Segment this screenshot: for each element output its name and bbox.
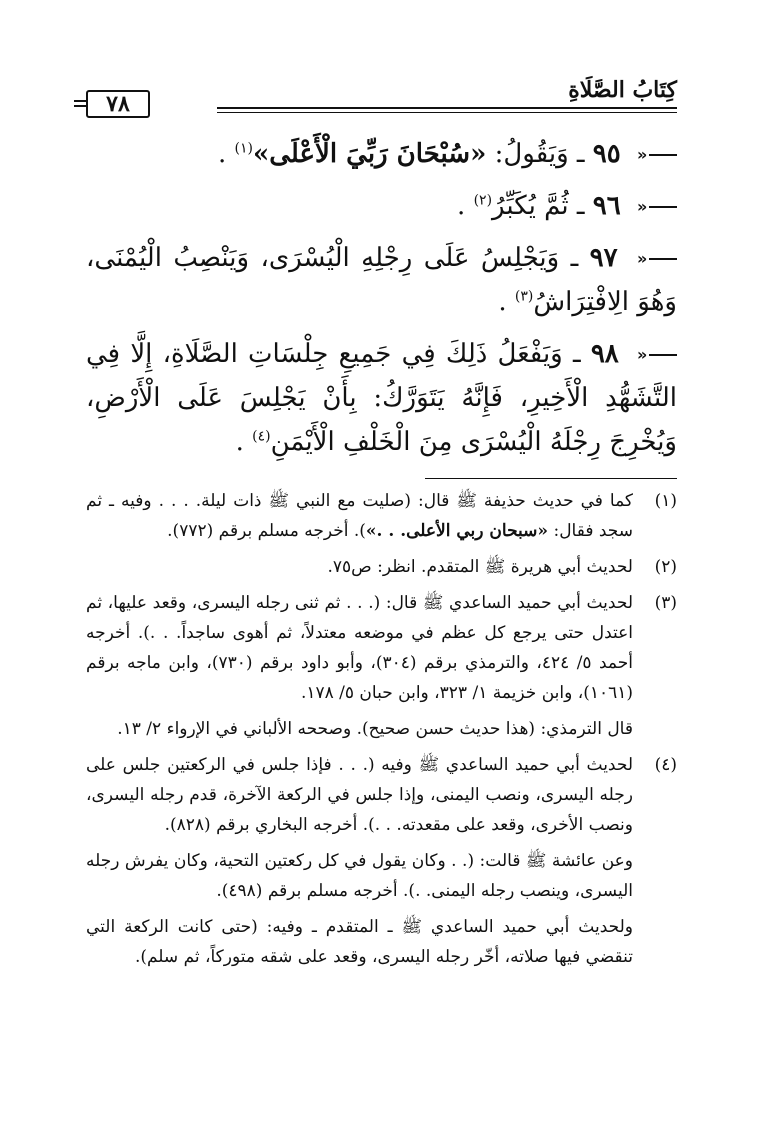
arrow-bullet-icon: « [637, 345, 677, 365]
item-95 [86, 132, 677, 176]
footnote-text: لحديث أبي حميد الساعدي ﷺ وفيه (. . . فإذا جلس في الركعتين جلس على رجله اليسرى، ونصب اليمنى، وإذا جلس في الركعة الآخرة، قدم رجله اليسرى، ونصب الأخرى، وقعد على مقعدته. . .). أخرجه البخاري برقم (٨٢٨). [86, 755, 633, 835]
footnote-number: (٤) [654, 755, 677, 775]
footnote-4 [86, 750, 677, 972]
item-end: . [218, 139, 227, 169]
item-number: ٩٥ [592, 139, 621, 169]
item-number: ٩٧ [589, 243, 618, 273]
header-rule [217, 107, 677, 109]
item-dash: ـ [576, 139, 585, 169]
item-98 [86, 332, 677, 464]
footnote-paragraph [86, 714, 633, 744]
item-text: وَيَجْلِسُ عَلَى رِجْلِهِ الْيُسْرَى، وَيَنْصِبُ الْيُمْنَى، وَهُوَ الِافْتِرَاشُ [86, 243, 677, 317]
item-end: . [498, 287, 507, 317]
footnote-quote: «سبحان ربي الأعلى. . .» [365, 521, 549, 541]
footnotes [86, 486, 677, 978]
footnote-ref[interactable]: (٤) [252, 428, 271, 445]
main-text [86, 132, 677, 472]
footnote-ref[interactable]: (١) [234, 140, 253, 157]
footnote-text: لحديث أبي هريرة ﷺ المتقدم. انظر: ص٧٥. [327, 557, 633, 577]
footnote-separator [425, 478, 677, 479]
item-dash: ـ [572, 339, 581, 369]
footnote-3 [86, 588, 677, 744]
page-header [86, 78, 677, 118]
book-title: كِتَابُ الصَّلَاةِ [568, 77, 677, 103]
item-dash: ـ [576, 191, 585, 221]
footnote-text: كما في حديث حذيفة ﷺ قال: (صليت مع النبي ﷺ ذات ليلة. . . . وفيه ـ ثم سجد فقال: [86, 491, 633, 541]
footnote-number: (٣) [654, 593, 677, 613]
item-number: ٩٦ [592, 191, 621, 221]
item-96 [86, 184, 677, 228]
footnote-1 [86, 486, 677, 546]
page-number: ٧٨ [86, 90, 150, 118]
footnote-paragraph [86, 588, 633, 708]
footnote-ref[interactable]: (٢) [473, 192, 493, 209]
footnote-text: لحديث أبي حميد الساعدي ﷺ قال: (. . . ثم ثنى رجله اليسرى، وقعد عليها، ثم اعتدل حتى يرجع كل عظم في موضعه معتدلاً، ثم أهوى ساجداً. . .). أخرجه أحمد ٥/ ٤٢٤، والترمذي برقم (٣٠٤)، وأبو داود برقم (٧٣٠)، وابن ماجه برقم (١٠٦١)، وابن خزيمة ١/ ٣٢٣، وابن حبان ٥/ ١٧٨. [86, 593, 633, 703]
footnote-paragraph [86, 552, 633, 582]
footnote-text: قال الترمذي: (هذا حديث حسن صحيح). وصححه الألباني في الإرواء ٢/ ١٣. [117, 719, 633, 739]
footnote-paragraph [86, 486, 633, 546]
footnote-text: ). أخرجه مسلم برقم (٧٧٢). [167, 521, 366, 541]
item-text: وَيَقُولُ: [494, 139, 569, 169]
arrow-bullet-icon: « [637, 249, 677, 269]
item-97 [86, 236, 677, 324]
header-rule-thin [217, 112, 677, 113]
arrow-bullet-icon: « [637, 197, 677, 217]
arrow-bullet-icon: « [637, 145, 677, 165]
item-text: وَيَفْعَلُ ذَلِكَ فِي جَمِيعِ جِلْسَاتِ الصَّلَاةِ، إِلَّا فِي التَّشَهُّدِ الْأَخِيرِ، فَإِنَّهُ يَتَوَرَّكُ: بِأَنْ يَجْلِسَ عَلَى الْأَرْضِ، وَيُخْرِجَ رِجْلَهُ الْيُسْرَى مِنَ الْخَلْفِ الْأَيْمَنِ [86, 339, 677, 457]
item-number: ٩٨ [590, 339, 619, 369]
footnote-2 [86, 552, 677, 582]
footnote-text: ولحديث أبي حميد الساعدي ﷺ ـ المتقدم ـ وفيه: (حتى كانت الركعة التي تنقضي فيها صلاته، أخّر رجله اليسرى، وقعد على شقه متوركاً، ثم سلم). [86, 917, 633, 967]
footnote-paragraph [86, 846, 633, 906]
item-text: ثُمَّ يُكَبِّرُ [492, 191, 569, 221]
footnote-paragraph [86, 912, 633, 972]
footnote-paragraph [86, 750, 633, 840]
footnote-text: وعن عائشة ﷺ قالت: (. . وكان يقول في كل ركعتين التحية، وكان يفرش رجله اليسرى، وينصب رجله اليمنى. .). أخرجه مسلم برقم (٤٩٨). [86, 851, 633, 901]
item-end: . [235, 427, 244, 457]
footnote-number: (١) [654, 491, 677, 511]
footnote-number: (٢) [654, 557, 677, 577]
item-dash: ـ [570, 243, 579, 273]
item-quote: «سُبْحَانَ رَبِّيَ الْأَعْلَى» [253, 139, 487, 169]
footnote-ref[interactable]: (٣) [514, 288, 534, 305]
item-end: . [457, 191, 466, 221]
